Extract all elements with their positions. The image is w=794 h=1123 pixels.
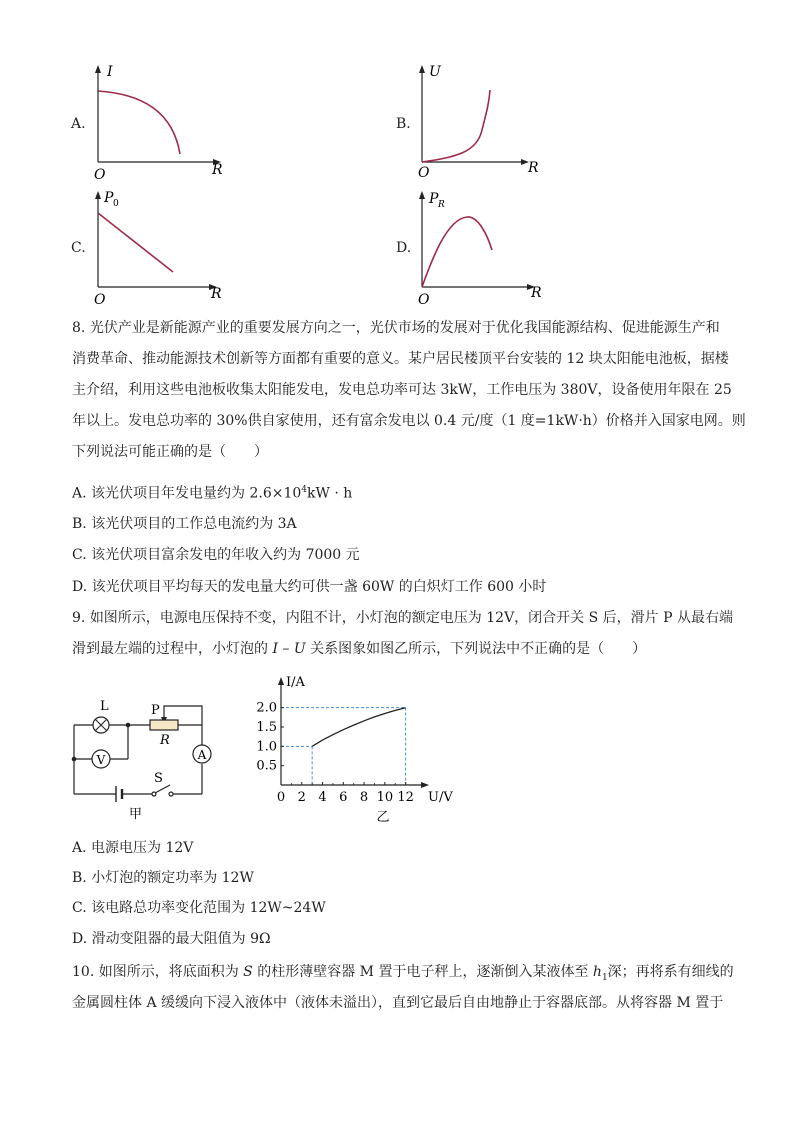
series-line: [312, 708, 405, 747]
curve-a: [98, 91, 180, 154]
y-tick-label: 2.0: [256, 700, 277, 716]
x-axis-label: R: [211, 286, 222, 302]
svg-text:A: A: [197, 748, 207, 762]
q8-line-3: 主介绍，利用这些电池板收集太阳能发电，发电总功率可达 3kW，工作电压为 380V，设备使用年限在 25: [72, 382, 732, 398]
option-label: C.: [71, 240, 86, 256]
y-axis-subscript: 0: [113, 199, 119, 209]
q9-option-b[interactable]: B. 小灯泡的额定功率为 12W: [72, 870, 254, 886]
svg-text:V: V: [96, 753, 106, 767]
x-tick-label: 6: [339, 790, 348, 805]
q8-option-a[interactable]: A. 该光伏项目年发电量约为 $2.6\times 10^4kW \cdot h$: [72, 485, 353, 502]
curve-d: [422, 217, 492, 287]
lamp-label: L: [100, 699, 109, 714]
x-axis-arrow: [421, 782, 429, 788]
y-axis-label: P: [429, 191, 439, 207]
origin-label: O: [94, 167, 106, 183]
q8-line-1: 8. 光伏产业是新能源产业的重要发展方向之一，光伏市场的发展对于优化我国能源结构、促进能源生产和: [72, 320, 720, 336]
y-axis-subscript: R: [438, 200, 445, 210]
circuit-diagram: [64, 690, 224, 822]
q8-option-d[interactable]: D. 该光伏项目平均每天的发电量大约可供一盏 60W 的白炽灯工作 600 小时: [72, 579, 547, 595]
q8-option-c[interactable]: C. 该光伏项目富余发电的年收入约为 7000 元: [72, 547, 360, 563]
y-axis-label: I: [107, 64, 113, 80]
iu-chart: [255, 674, 453, 825]
y-tick-label: 0.5: [256, 758, 277, 774]
circuit-caption: 甲: [129, 807, 143, 822]
origin-label: O: [94, 292, 106, 308]
x-tick-label: 2: [297, 790, 306, 805]
q10-line-2: 金属圆柱体 A 缓缓向下浸入液体中（液体未溢出），直到它最后自由地静止于容器底部。从将容器 M 置于: [72, 995, 724, 1011]
x-tick-label: 4: [318, 790, 327, 805]
x-tick-label: 0: [276, 790, 286, 805]
x-tick-label: 12: [397, 790, 414, 805]
option-label: D.: [396, 240, 412, 256]
option-label: A.: [71, 116, 86, 132]
curve-b: [422, 90, 490, 162]
y-tick-label: 1.0: [256, 739, 277, 755]
q10-line-1: 10. 如图所示，将底面积为 S 的柱形薄壁容器 M 置于电子秤上，逐渐倒入某液体至 $h_1$深；再将系有细线的: [72, 964, 734, 983]
graph-b: [412, 62, 552, 182]
q8-line-2: 消费革命、推动能源技术创新等方面都有重要的意义。某户居民楼顶平台安装的 12 块太阳能电池板，据楼: [72, 351, 729, 367]
chart-caption: 乙: [376, 810, 390, 825]
y-axis-label: P: [104, 190, 114, 206]
graph-a: [88, 62, 228, 182]
q9-line-2: 滑到最左端的过程中，小灯泡的 I – U 关系图象如图乙所示，下列说法中不正确的是（ ）: [72, 641, 647, 657]
rheostat-label: R: [160, 733, 170, 748]
y-tick-label: 1.5: [256, 720, 277, 735]
y-axis-arrow: [278, 677, 284, 685]
origin-label: O: [418, 292, 430, 308]
chart-xlabel: U/V: [428, 790, 453, 805]
rheostat-icon: [150, 720, 178, 730]
graph-c: [88, 184, 228, 309]
x-axis-label: R: [212, 162, 223, 178]
option-label: B.: [396, 116, 411, 132]
x-axis-label: R: [531, 285, 542, 301]
q8-line-4: 年以上。发电总功率的 30%供自家使用，还有富余发电以 0.4 元/度（1 度=1kW·h）价格并入国家电网。则: [72, 413, 746, 429]
q9-option-d[interactable]: D. 滑动变阻器的最大阻值为 9Ω: [72, 931, 271, 947]
y-axis-label: U: [429, 64, 441, 80]
q9-option-c[interactable]: C. 该电路总功率变化范围为 12W~24W: [72, 900, 326, 916]
x-tick-label: 10: [376, 790, 394, 805]
q9-option-a[interactable]: A. 电源电压为 12V: [72, 840, 194, 856]
q8-option-b[interactable]: B. 该光伏项目的工作总电流约为 3A: [72, 516, 297, 532]
switch-label: S: [154, 771, 163, 786]
q9-line-1: 9. 如图所示，电源电压保持不变，内阻不计，小灯泡的额定电压为 12V，闭合开关 S 后，滑片 P 从最右端: [72, 610, 733, 626]
graph-d: [412, 184, 552, 309]
origin-label: O: [418, 165, 430, 181]
chart-ylabel: I/A: [286, 675, 305, 690]
q8-line-5: 下列说法可能正确的是（ ）: [72, 444, 268, 460]
x-tick-label: 8: [359, 790, 369, 805]
slider-label: P: [151, 703, 160, 718]
curve-c: [98, 213, 173, 272]
x-axis-label: R: [528, 160, 539, 176]
